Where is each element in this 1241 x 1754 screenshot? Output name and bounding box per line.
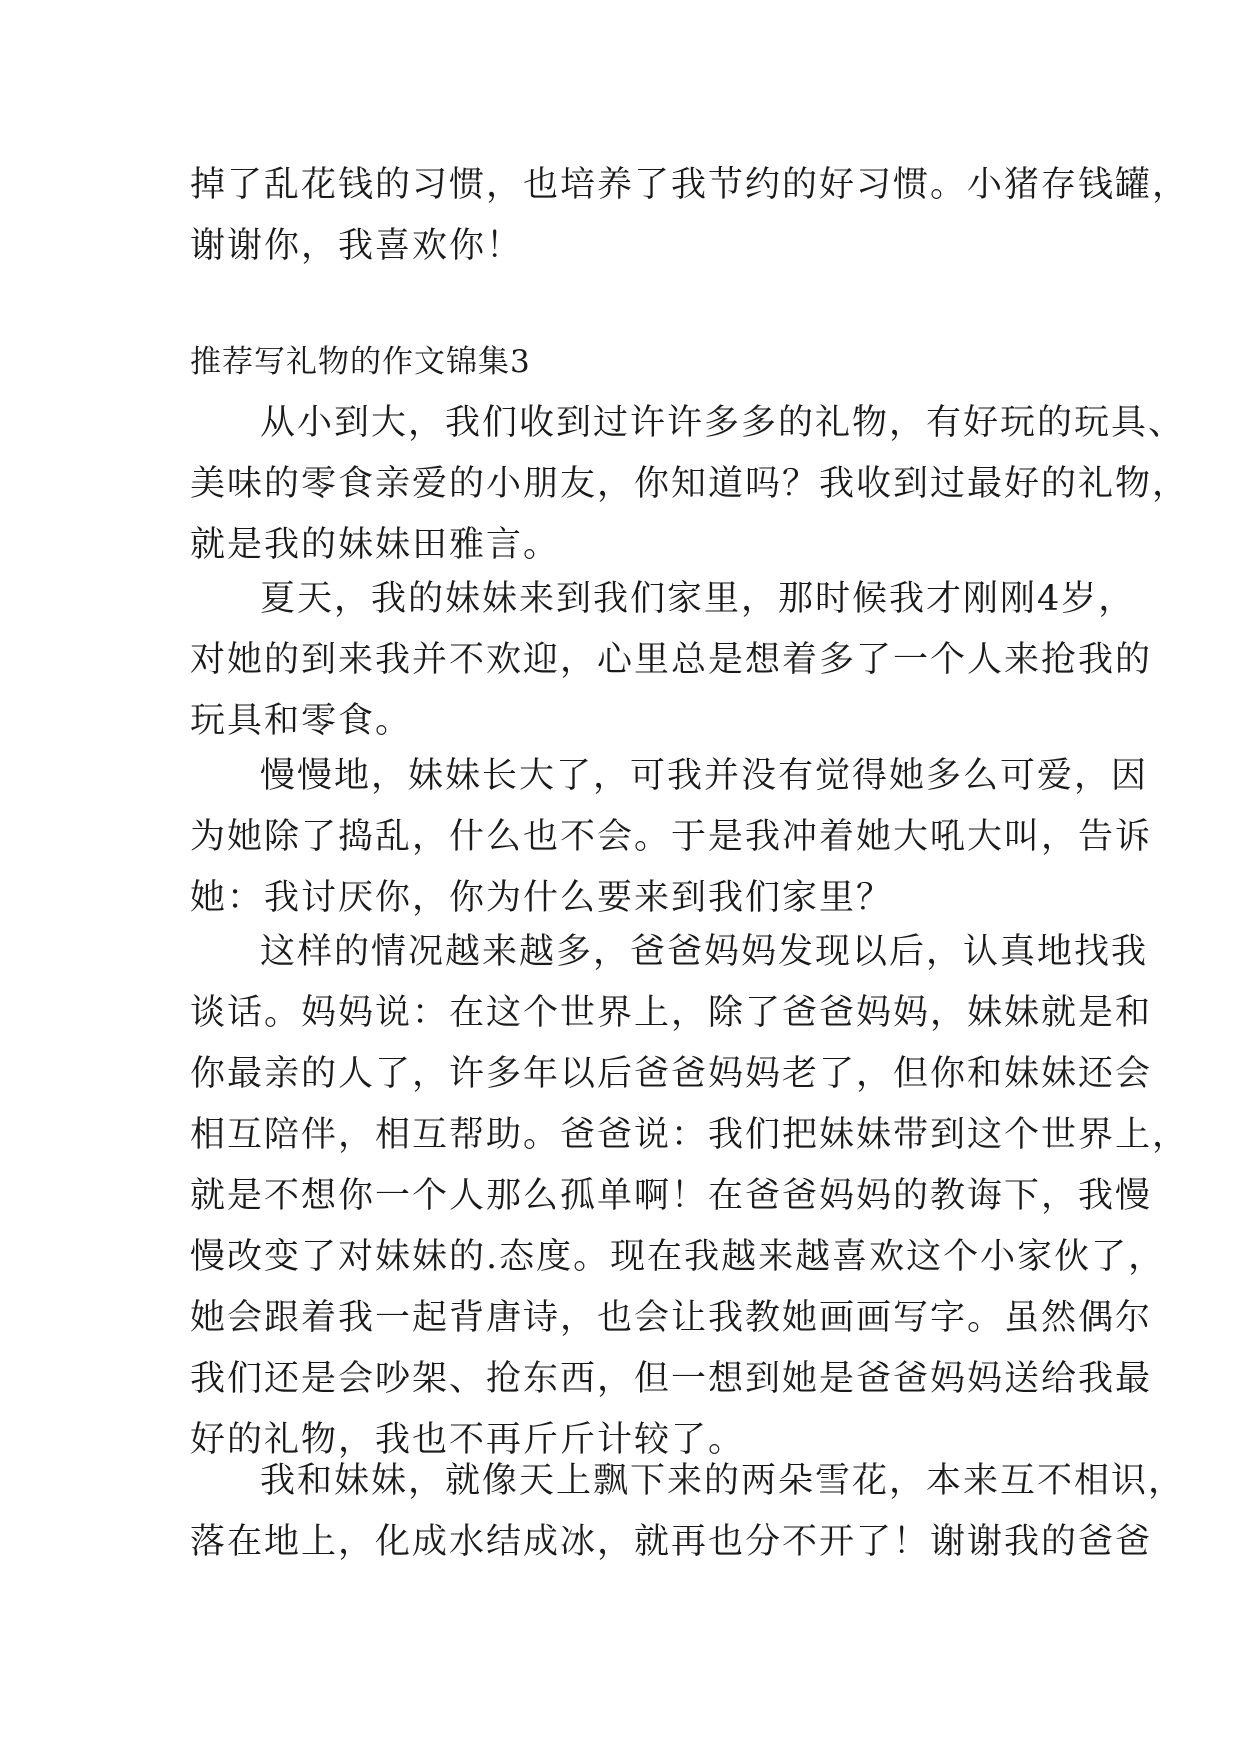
text-line: 落在地上，化成水结成冰，就再也分不开了！谢谢我的爸爸	[190, 1522, 1153, 1562]
text-line: 谈话。妈妈说：在这个世界上，除了爸爸妈妈，妹妹就是和	[190, 993, 1153, 1033]
paragraph-1	[190, 393, 1190, 576]
text-line: 慢慢地，妹妹长大了，可我并没有觉得她多么可爱，因	[260, 756, 1149, 796]
text-line: 好的礼物，我也不再斤斤计较了。	[190, 1420, 746, 1460]
text-line: 为她除了捣乱，什么也不会。于是我冲着她大吼大叫，告诉	[190, 817, 1153, 857]
text-line: 从小到大，我们收到过许许多多的礼物，有好玩的玩具、	[260, 403, 1186, 443]
section-heading: 推荐写礼物的作文锦集3	[190, 344, 531, 380]
text-line: 谢谢你，我喜欢你！	[190, 226, 524, 266]
text-line: 慢改变了对妹妹的.态度。现在我越来越喜欢这个小家伙了，	[190, 1237, 1166, 1277]
paragraph-3	[190, 746, 1153, 929]
text-line: 她会跟着我一起背唐诗，也会让我教她画画写字。虽然偶尔	[190, 1298, 1153, 1338]
text-line: 掉了乱花钱的习惯，也培养了我节约的好习惯。小猪存钱罐，	[190, 165, 1190, 205]
text-line: 她：我讨厌你，你为什么要来到我们家里？	[190, 878, 894, 918]
text-line: 就是我的妹妹田雅言。	[190, 525, 561, 565]
paragraph-4	[190, 922, 1190, 1471]
text-line: 我和妹妹，就像天上飘下来的两朵雪花，本来互不相识，	[260, 1461, 1186, 1501]
text-line: 我们还是会吵架、抢东西，但一想到她是爸爸妈妈送给我最	[190, 1359, 1153, 1399]
text-line: 相互陪伴，相互帮助。爸爸说：我们把妹妹带到这个世界上，	[190, 1115, 1190, 1155]
text-line: 这样的情况越来越多，爸爸妈妈发现以后，认真地找我	[260, 932, 1149, 972]
paragraph-2	[190, 569, 1153, 752]
paragraph-5	[190, 1451, 1186, 1573]
text-line: 你最亲的人了，许多年以后爸爸妈妈老了，但你和妹妹还会	[190, 1054, 1153, 1094]
text-line: 夏天，我的妹妹来到我们家里，那时候我才刚刚4岁，	[260, 579, 1136, 619]
text-line: 对她的到来我并不欢迎，心里总是想着多了一个人来抢我的	[190, 640, 1153, 680]
text-line: 美味的零食亲爱的小朋友，你知道吗？我收到过最好的礼物，	[190, 464, 1190, 504]
text-line: 就是不想你一个人那么孤单啊！在爸爸妈妈的教诲下，我慢	[190, 1176, 1153, 1216]
continuation-paragraph	[190, 155, 1190, 277]
text-line: 玩具和零食。	[190, 701, 413, 741]
